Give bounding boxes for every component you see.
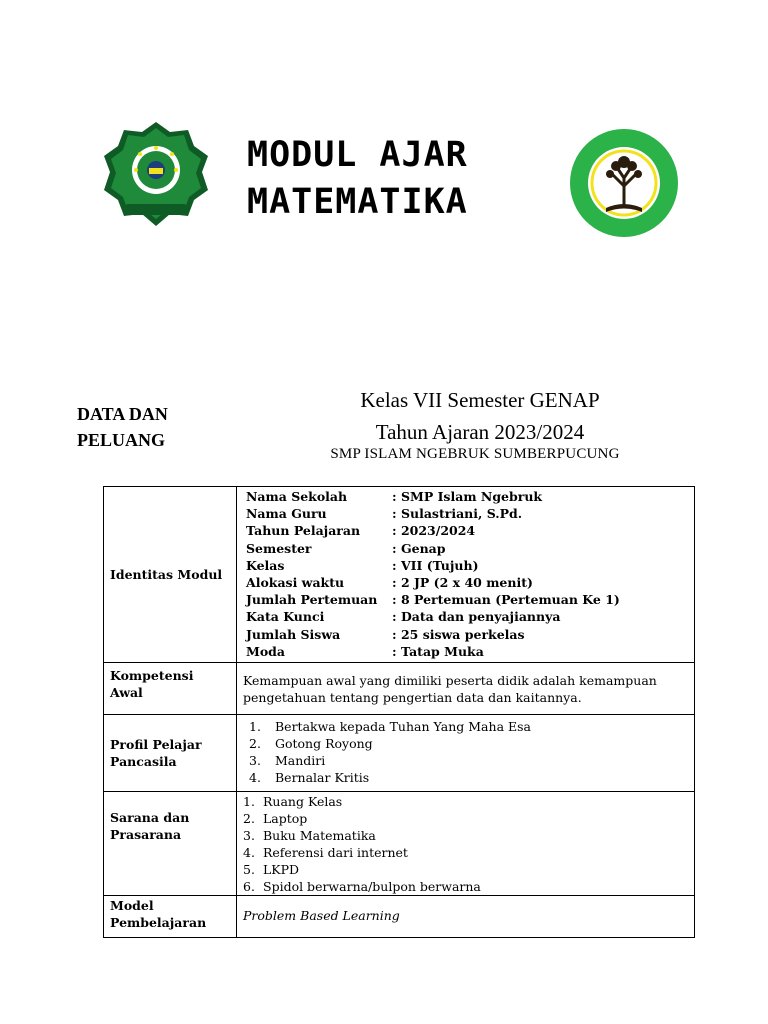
identity-key: Kata Kunci: [246, 609, 325, 625]
row-content: [237, 663, 695, 715]
row-label: [104, 792, 237, 896]
identity-key: Semester: [246, 540, 312, 556]
row-content: [237, 896, 695, 938]
list-item: 3. Buku Matematika: [243, 828, 376, 843]
topic-heading: [77, 401, 168, 453]
row-content: [237, 715, 695, 792]
identity-value: : VII (Tujuh): [392, 557, 479, 573]
identity-key: Jumlah Siswa: [246, 626, 341, 642]
list-item: 2. Gotong Royong: [249, 736, 373, 751]
identity-value: : 2023/2024: [392, 523, 476, 539]
title-line-2: MATEMATIKA: [247, 182, 468, 222]
identity-value: : Tatap Muka: [392, 643, 484, 659]
identity-key: Alokasi waktu: [246, 575, 345, 591]
row-content: [237, 792, 695, 896]
row-label: [104, 663, 237, 715]
kompetensi-label-1: Kompetensi: [110, 668, 194, 683]
identity-key: Jumlah Pertemuan: [246, 592, 378, 608]
list-item: 1. Ruang Kelas: [243, 794, 343, 809]
identity-key: Nama Sekolah: [246, 489, 348, 504]
profil-label-2: Pancasila: [110, 754, 177, 769]
identity-value: : SMP Islam Ngebruk: [392, 489, 543, 504]
model-label-1: Model: [110, 898, 154, 913]
identity-value: : Sulastriani, S.Pd.: [392, 506, 523, 522]
topic-line-1: DATA DAN: [77, 404, 168, 424]
academic-year: Tahun Ajaran 2023/2024: [375, 420, 585, 444]
profil-label-1: Profil Pelajar: [110, 737, 202, 752]
row-label: [104, 487, 237, 663]
list-item: 4. Bernalar Kritis: [249, 770, 370, 785]
identity-value: : 25 siswa perkelas: [392, 626, 525, 642]
row-label: [104, 715, 237, 792]
module-identity-table: [103, 486, 695, 938]
identity-value: : 8 Pertemuan (Pertemuan Ke 1): [392, 592, 620, 608]
document-title: [247, 132, 468, 226]
identity-key: Nama Guru: [246, 506, 327, 522]
table-row: [104, 487, 695, 663]
row-content: [237, 487, 695, 663]
identity-list: [237, 487, 694, 660]
list-item: 6. Spidol berwarna/bulpon berwarna: [243, 879, 481, 894]
list-item: 1. Bertakwa kepada Tuhan Yang Maha Esa: [249, 719, 531, 734]
identity-key: Tahun Pelajaran: [246, 523, 361, 539]
table-row: [104, 715, 695, 792]
identity-value: : Data dan penyajiannya: [392, 609, 561, 625]
model-label-2: Pembelajaran: [110, 915, 207, 930]
table-row: [104, 792, 695, 896]
kompetensi-text: Kemampuan awal yang dimiliki peserta didik adalah kemampuan pengetahuan tentang pengertian data dan kaitannya.: [243, 673, 657, 705]
list-item: 2. Laptop: [243, 811, 308, 826]
identitas-label: Identitas Modul: [110, 567, 223, 582]
adiwiyata-logo-icon: [566, 128, 682, 238]
sarana-label-2: Prasarana: [110, 827, 182, 842]
identity-value: : Genap: [392, 540, 446, 556]
identity-key: Kelas: [246, 557, 285, 573]
list-item: 5. LKPD: [243, 862, 300, 877]
school-name: SMP ISLAM NGEBRUK SUMBERPUCUNG: [330, 446, 620, 462]
kompetensi-label-2: Awal: [110, 685, 143, 700]
identity-value: : 2 JP (2 x 40 menit): [392, 575, 533, 591]
title-line-1: MODUL AJAR: [247, 135, 468, 175]
profil-list: [249, 718, 688, 786]
table-row: [104, 896, 695, 938]
topic-line-2: PELUANG: [77, 430, 166, 450]
sarana-label-1: Sarana dan: [110, 810, 190, 825]
list-item: 4. Referensi dari internet: [243, 845, 408, 860]
list-item: 3. Mandiri: [249, 753, 326, 768]
model-text: Problem Based Learning: [243, 908, 400, 923]
class-semester: Kelas VII Semester GENAP: [360, 388, 600, 412]
sarana-list: [243, 793, 688, 895]
row-label: [104, 896, 237, 938]
school-emblem-icon: [100, 120, 212, 228]
identity-key: Moda: [246, 643, 286, 659]
table-row: [104, 663, 695, 715]
